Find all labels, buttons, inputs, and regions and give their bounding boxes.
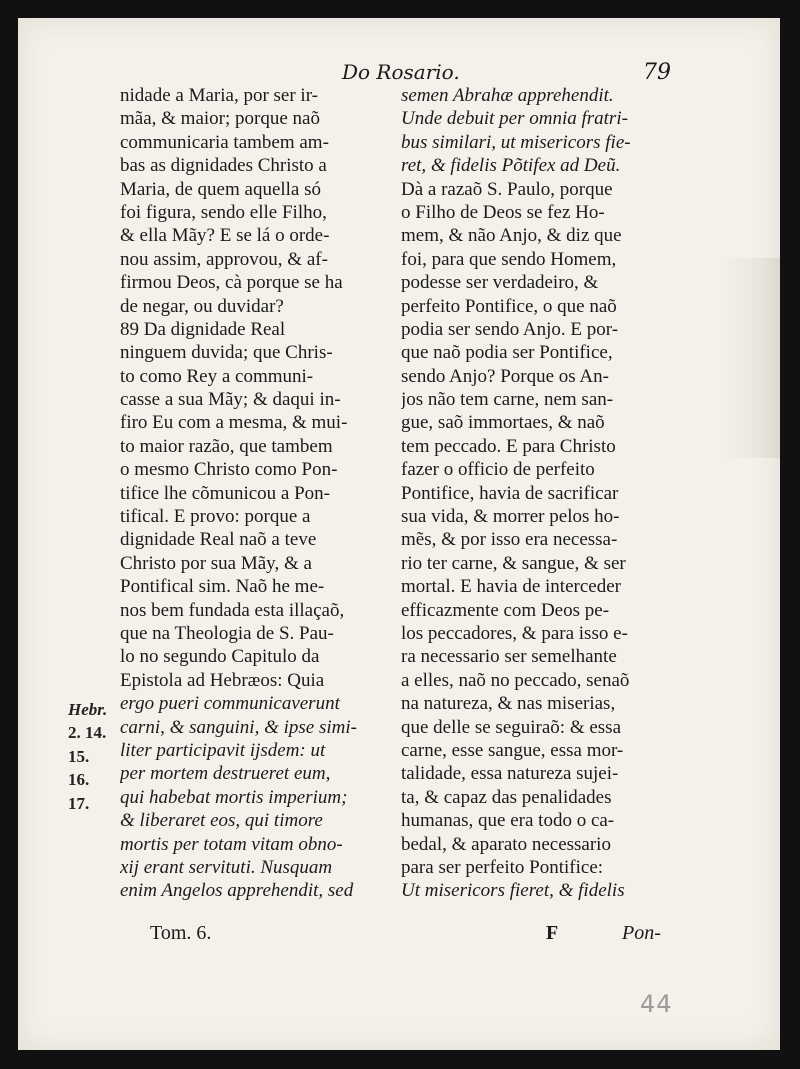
text-line: sua vida, & morrer pelos ho- (401, 506, 620, 528)
text-line: carne, esse sangue, essa mor- (401, 739, 624, 761)
text-line: carni, & sanguini, & ipse simi- (120, 716, 357, 738)
bleed-through-shadow (720, 258, 780, 458)
text-line: & liberaret eos, qui timore (120, 810, 323, 832)
text-line: sendo Anjo? Porque os An- (401, 365, 609, 387)
left-text-column (120, 84, 368, 903)
margin-note: Hebr. (68, 700, 108, 719)
text-line: rio ter carne, & sangue, & ser (401, 552, 626, 574)
text-line: Pontifice, havia de sacrificar (401, 482, 619, 504)
text-line: Pontifical sim. Naõ he me- (120, 576, 325, 598)
volume-footer: Tom. 6. (150, 922, 212, 944)
text-line: enim Angelos apprehendit, sed (120, 880, 354, 902)
text-line: mem, & não Anjo, & diz que (401, 225, 622, 247)
text-line: ergo pueri communicaverunt (120, 693, 340, 715)
text-line: ta, & capaz das penalidades (401, 786, 612, 808)
text-line: mẽs, & por isso era necessa- (401, 529, 618, 551)
text-line: bus similari, ut misericors fie- (401, 131, 631, 153)
text-line: para ser perfeito Pontifice: (401, 856, 604, 878)
text-line: firmou Deos, cà porque se ha (120, 272, 343, 294)
text-line: podesse ser verdadeiro, & (401, 272, 599, 294)
text-line: per mortem destrueret eum, (120, 763, 331, 785)
text-line: tifical. E provo: porque a (120, 506, 311, 528)
marginal-references (68, 700, 107, 817)
text-line: mãa, & maior; porque naõ (120, 108, 320, 130)
margin-note: 16. (68, 770, 90, 790)
text-line: communicaria tambem am- (120, 131, 329, 153)
text-line: Ut misericors fieret, & fidelis (401, 880, 625, 902)
text-line: bas as dignidades Christo a (120, 155, 327, 177)
text-line: a elles, naõ no peccado, senaõ (401, 669, 630, 691)
text-line: nou assim, approvou, & af- (120, 248, 328, 270)
text-line: Epistola ad Hebræos: Quia (120, 669, 325, 691)
text-line: que naõ podia ser Pontifice, (401, 342, 613, 364)
text-line: gue, saõ immortaes, & naõ (401, 412, 605, 434)
text-line: ninguem duvida; que Chris- (120, 342, 333, 364)
text-line: Dà a razaõ S. Paulo, porque (401, 178, 613, 200)
text-line: tem peccado. E para Christo (401, 435, 616, 457)
text-line: tifice lhe cõmunicou a Pon- (120, 482, 330, 504)
text-line: semen Abrahæ apprehendit. (401, 85, 614, 106)
text-line: Christo por sua Mãy, & a (120, 552, 312, 574)
margin-note: 17. (68, 793, 90, 813)
text-line: lo no segundo Capitulo da (120, 646, 320, 668)
text-line: foi, para que sendo Homem, (401, 248, 617, 270)
margin-note: 15. (68, 746, 90, 766)
text-line: efficazmente com Deos pe- (401, 599, 610, 621)
text-line: podia ser sendo Anjo. E por- (401, 318, 619, 340)
text-line: ra necessario ser semelhante (401, 646, 617, 668)
text-line: ret, & fidelis Põtifex ad Deũ. (401, 155, 621, 177)
pencil-folio-number: 44 (640, 990, 673, 1018)
text-line: que delle se seguiraõ: & essa (401, 716, 622, 738)
text-line: casse a sua Mãy; & daqui in- (120, 389, 341, 411)
running-title: Do Rosario. (342, 60, 460, 84)
page-number: 79 (643, 60, 671, 85)
text-line: fazer o officio de perfeito (401, 459, 595, 481)
text-line: qui habebat mortis imperium; (120, 786, 348, 808)
catchword: Pon- (622, 922, 661, 944)
text-line: humanas, que era todo o ca- (401, 810, 615, 832)
text-line: jos não tem carne, nem san- (401, 389, 614, 411)
book-page (18, 18, 780, 1050)
text-line: 89 Da dignidade Real (120, 318, 286, 340)
text-line: talidade, essa natureza sujei- (401, 763, 619, 785)
right-text-column (401, 84, 671, 903)
text-line: o mesmo Christo como Pon- (120, 459, 338, 481)
text-line: xij erant servituti. Nusquam (120, 856, 333, 878)
text-line: foi figura, sendo elle Filho, (120, 201, 327, 223)
text-line: mortal. E havia de interceder (401, 576, 621, 598)
text-line: liter participavit ijsdem: ut (120, 739, 326, 761)
text-line: que na Theologia de S. Pau- (120, 622, 334, 644)
text-line: na natureza, & nas miserias, (401, 693, 616, 715)
margin-note: 2. 14. (68, 723, 107, 743)
text-line: Maria, de quem aquella só (120, 178, 322, 200)
text-line: dignidade Real naõ a teve (120, 529, 317, 551)
text-line: firo Eu com a mesma, & mui- (120, 412, 348, 434)
text-line: o Filho de Deos se fez Ho- (401, 201, 605, 223)
text-line: los peccadores, & para isso e- (401, 622, 628, 644)
text-line: to como Rey a communi- (120, 365, 314, 387)
signature-mark: F (546, 922, 559, 944)
text-line: perfeito Pontifice, o que naõ (401, 295, 617, 317)
text-line: nidade a Maria, por ser ir- (120, 85, 318, 106)
text-line: to maior razão, que tambem (120, 435, 333, 457)
text-line: nos bem fundada esta illaçaõ, (120, 599, 345, 621)
text-line: & ella Mãy? E se lá o orde- (120, 225, 330, 247)
text-line: mortis per totam vitam obno- (120, 833, 343, 855)
text-line: bedal, & aparato necessario (401, 833, 611, 855)
text-line: Unde debuit per omnia fratri- (401, 108, 628, 130)
text-line: de negar, ou duvidar? (120, 295, 284, 317)
